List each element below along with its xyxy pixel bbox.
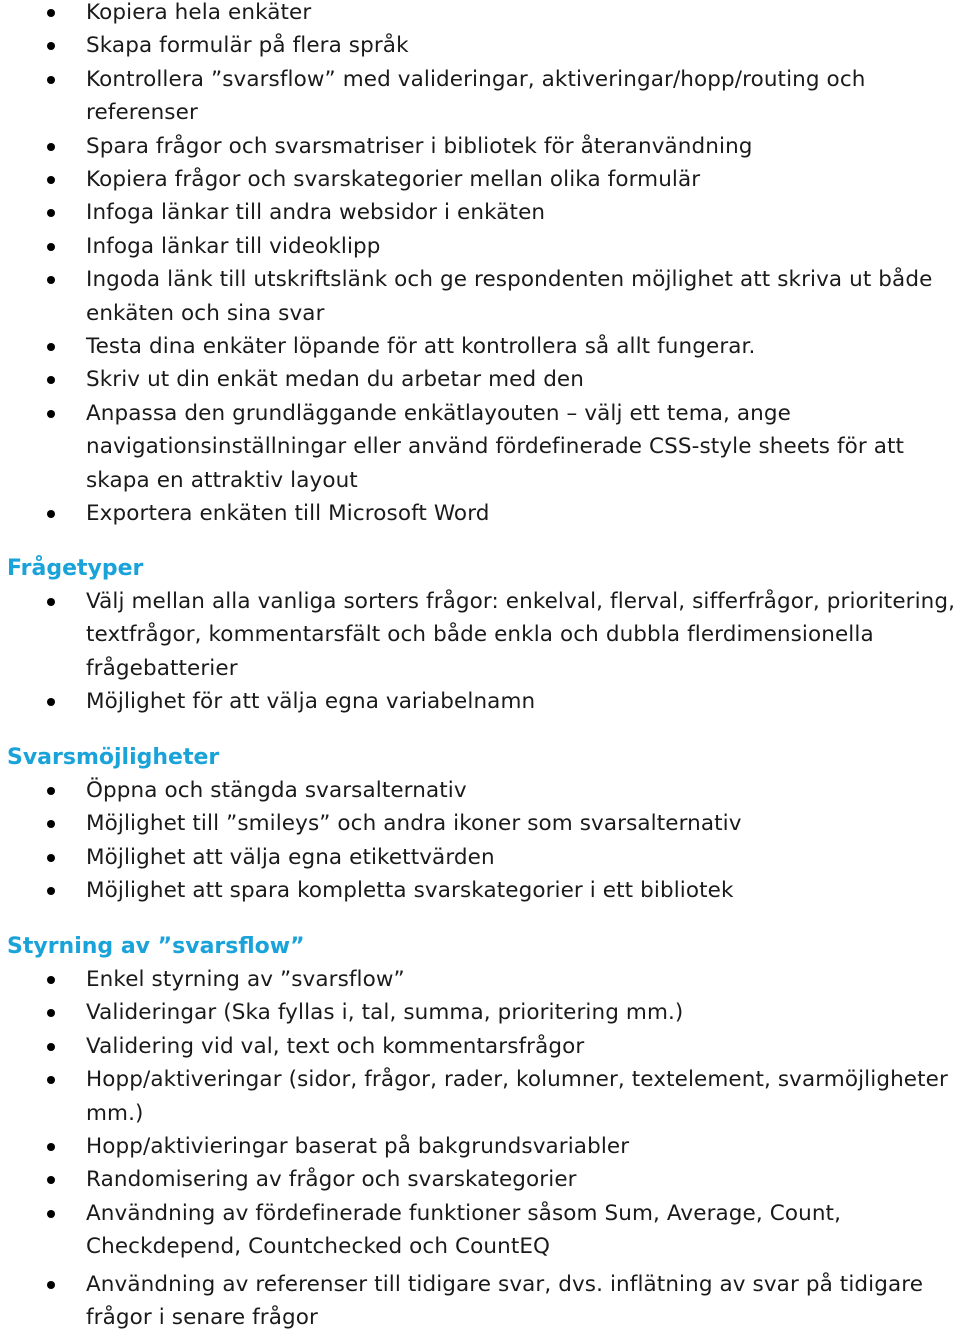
list-item: Möjlighet för att välja egna variabelnamn	[0, 685, 960, 718]
fragetyper-list	[0, 585, 960, 719]
list-item: Skapa formulär på flera språk	[0, 29, 960, 62]
list-item: Spara frågor och svarsmatriser i bibliotek för återanvändning	[0, 130, 960, 163]
section-heading-svarsmojligheter: Svarsmöjligheter	[7, 745, 220, 770]
list-item: Ingoda länk till utskriftslänk och ge respondenten möjlighet att skriva ut både enkäten och sina svar	[0, 263, 960, 330]
list-item: Randomisering av frågor och svarskategorier	[0, 1163, 960, 1196]
list-item: Valideringar (Ska fyllas i, tal, summa, prioritering mm.)	[0, 996, 960, 1029]
feature-list	[0, 0, 960, 531]
svarsmojligheter-list	[0, 774, 960, 908]
list-item: Testa dina enkäter löpande för att kontrollera så allt fungerar.	[0, 330, 960, 363]
list-item: Kontrollera ”svarsflow” med valideringar, aktiveringar/hopp/routing och referenser	[0, 63, 960, 130]
list-item: Användning av referenser till tidigare svar, dvs. inflätning av svar på tidigare frågor i senare frågor	[0, 1268, 960, 1335]
list-item: Användning av fördefinerade funktioner såsom Sum, Average, Count, Checkdepend, Countchecked och CountEQ	[0, 1197, 960, 1264]
list-item: Anpassa den grundläggande enkätlayouten – välj ett tema, ange navigationsinställningar eller använd fördefinerade CSS-style sheets för att skapa en attraktiv layout	[0, 397, 960, 497]
list-item: Hopp/aktiveringar (sidor, frågor, rader, kolumner, textelement, svarmöjligheter mm.)	[0, 1063, 960, 1130]
list-item: Möjlighet att spara kompletta svarskategorier i ett bibliotek	[0, 874, 960, 907]
section-heading-fragetyper: Frågetyper	[7, 556, 144, 581]
list-item: Möjlighet att välja egna etikettvärden	[0, 841, 960, 874]
list-item: Infoga länkar till videoklipp	[0, 230, 960, 263]
list-item: Välj mellan alla vanliga sorters frågor: enkelval, flerval, sifferfrågor, prioritering, textfrågor, kommentarsfält och både enkla och dubbla flerdimensionella frågebatterier	[0, 585, 960, 685]
list-item: Öppna och stängda svarsalternativ	[0, 774, 960, 807]
section-heading-styrning: Styrning av ”svarsflow”	[7, 934, 305, 959]
list-item: Kopiera frågor och svarskategorier mellan olika formulär	[0, 163, 960, 196]
list-item: Skriv ut din enkät medan du arbetar med den	[0, 363, 960, 396]
list-item: Enkel styrning av ”svarsflow”	[0, 963, 960, 996]
list-item: Exportera enkäten till Microsoft Word	[0, 497, 960, 530]
list-item: Validering vid val, text och kommentarsfrågor	[0, 1030, 960, 1063]
list-item: Hopp/aktivieringar baserat på bakgrundsvariabler	[0, 1130, 960, 1163]
list-item: Kopiera hela enkäter	[0, 0, 960, 29]
list-item: Möjlighet till ”smileys” och andra ikoner som svarsalternativ	[0, 807, 960, 840]
styrning-list	[0, 963, 960, 1334]
list-item: Infoga länkar till andra websidor i enkäten	[0, 196, 960, 229]
